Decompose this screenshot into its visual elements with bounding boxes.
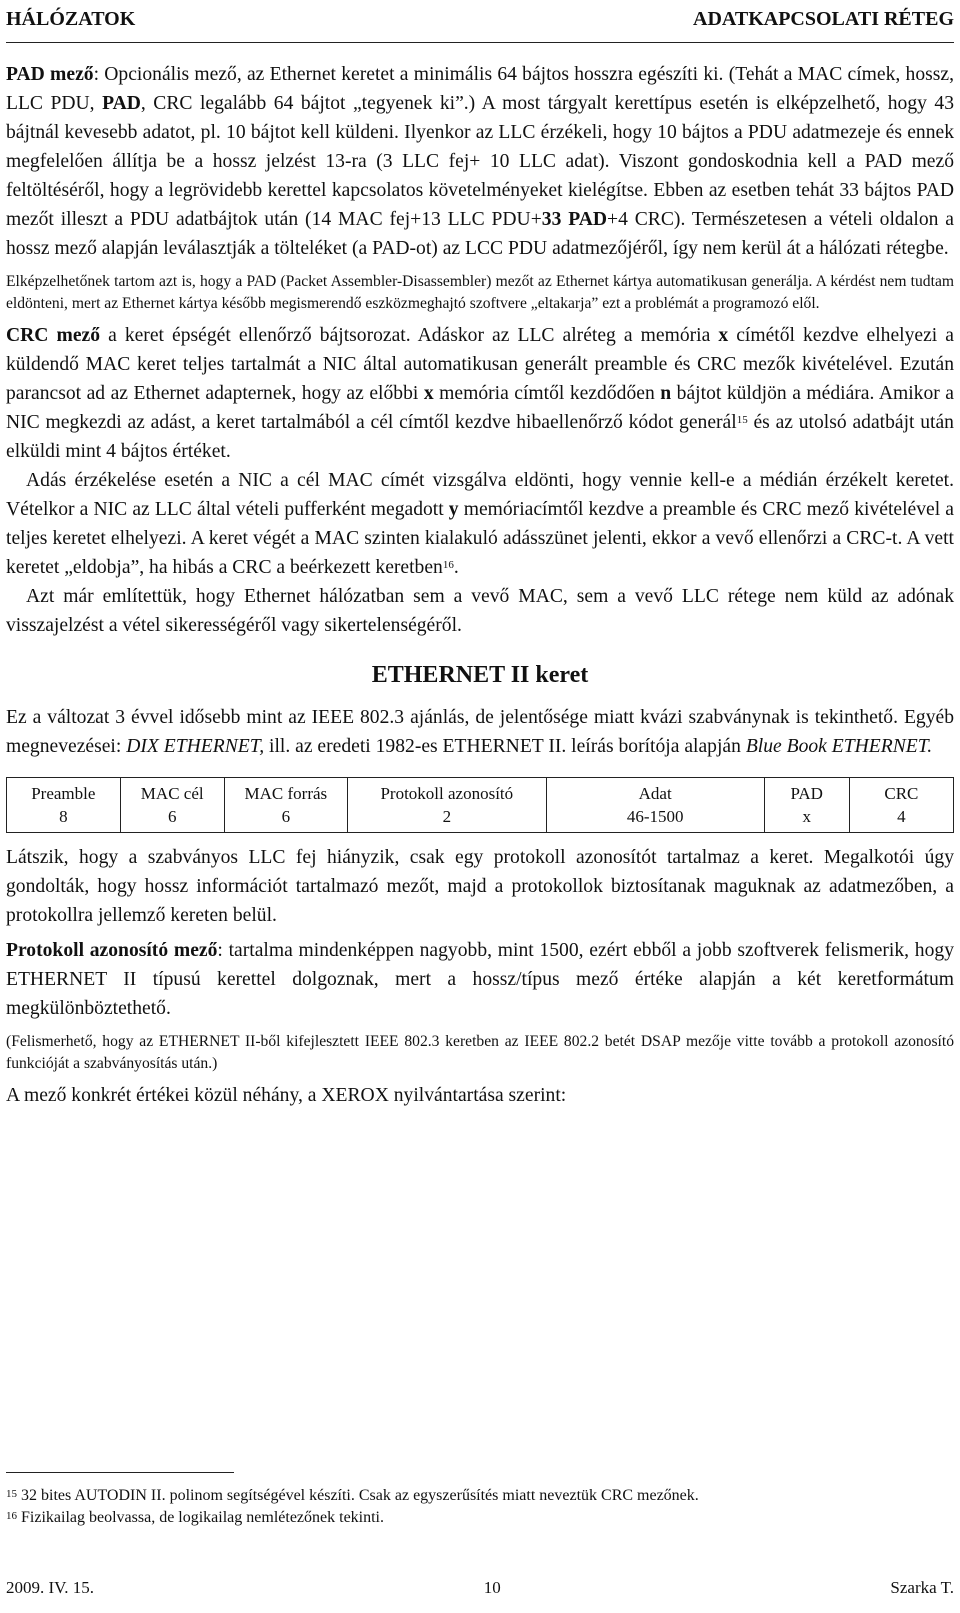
protocol-paragraph: Protokoll azonosító mező: tartalma mindenképpen nagyobb, mint 1500, ezért ebből a jobb szoftverek felismerik, hogy ETHERNET II típusú kerettel dolgoznak, mert a hossz/típus mező értéke alapján a két keretformátum megkülönböztethető.: [6, 940, 954, 1019]
header-rule: [6, 42, 954, 43]
running-header: [6, 8, 954, 36]
table-cell: Preamble 8: [7, 778, 121, 833]
pad-term: PAD mező: [6, 64, 94, 85]
footnote: $^{15}$ 32 bites AUTODIN II. polinom segítségével készíti. Csak az egyszerűsítés miatt neveztük CRC mezőnek.: [6, 1487, 699, 1504]
xerox-paragraph: A mező konkrét értékei közül néhány, a XEROX nyilvántartása szerint:: [6, 1085, 567, 1106]
footnote-ref-15: 15: [736, 414, 748, 426]
after-table-paragraph: Látszik, hogy a szabványos LLC fej hiányzik, csak egy protokoll azonosítót tartalmaz a keret. Megalkotói úgy gondolták, hogy hossz információt tartalmazó mezőt, majd a protokollok biztosítanak maguknak az adatmezőben, a protokollra jellemző kereten belül.: [6, 847, 954, 926]
footnotes: [6, 1472, 954, 1529]
parenthetical-note: (Felismerhető, hogy az ETHERNET II-ből kifejlesztett IEEE 802.3 keretben az IEEE 802.2 betét DSAP mezője vitte tovább a protokoll azonosító funkcióját a szabványosítás után.): [6, 1033, 954, 1072]
table-row: [7, 778, 954, 833]
header-left: HÁLÓZATOK: [6, 8, 136, 30]
section-title: ETHERNET II keret: [371, 662, 589, 688]
frame-format-table: [6, 777, 954, 833]
crc-paragraph: CRC mező a keret épségét ellenőrző bájtsorozat. Adáskor az LLC alréteg a memória x címétől kezdve elhelyezi a küldendő MAC keret teljes tartalmát a NIC által automatikusan generált preamble és CRC mezők kivételével. Ezután parancsot ad az Ethernet adapternek, hogy az előbbi x memória címtől kezdődően n bájtot küldjön a médiára. Amikor a NIC megkezdi az adást, a keret tartalmából a cél címtől kezdve hibaellenőrző kódot generál$^{15}$ és az utolsó adatbájt után elküldi mint 4 bájtos értéket.: [6, 325, 954, 462]
crc-term: CRC mező: [6, 325, 101, 346]
receive-paragraph: Adás érzékelése esetén a NIC a cél MAC címét vizsgálva eldönti, hogy vennie kell-e a médián érzékelt keretet. Vételkor a NIC az LLC által vételi pufferként megadott y memóriacímtől kezdve a preamble és CRC mező kivételével a teljes keretet elhelyezi. A keret végét a MAC szinten kialakuló adásszünet jelenti, ekkor a vevő ellenőrzi a CRC-t. A vett keretet „eldobja”, ha hibás a CRC a beérkezett keretben$^{16}$.: [6, 470, 954, 578]
page-number: 10: [483, 1578, 501, 1597]
footnote: $^{16}$ Fizikailag beolvassa, de logikailag nemlétezőnek tekinti.: [6, 1509, 384, 1526]
table-cell: CRC 4: [849, 778, 953, 833]
protocol-term: Protokoll azonosító mező: [6, 940, 218, 961]
table-cell: MAC cél 6: [120, 778, 224, 833]
footer-author: Szarka T.: [890, 1578, 954, 1597]
table-cell: Protokoll azonosító 2: [347, 778, 546, 833]
footer-date: 2009. IV. 15.: [6, 1578, 94, 1597]
table-cell: MAC forrás 6: [224, 778, 347, 833]
header-right: ADATKAPCSOLATI RÉTEG: [693, 8, 954, 30]
ack-paragraph: Azt már említettük, hogy Ethernet hálózatban sem a vevő MAC, sem a vevő LLC rétege nem küld az adónak visszajelzést a vétel sikerességéről vagy sikertelenségéről.: [6, 586, 954, 636]
page-body: [6, 60, 954, 1110]
running-footer: [6, 1578, 954, 1598]
intro-paragraph: Ez a változat 3 évvel idősebb mint az IEEE 802.3 ajánlás, de jelentősége miatt kvázi szabványnak is tekinthető. Egyéb megnevezései: DIX ETHERNET, ill. az eredeti 1982-es ETHERNET II. leírás borítója alapján Blue Book ETHERNET.: [6, 707, 954, 757]
footnote-ref-16: 16: [442, 559, 454, 571]
table-cell: Adat 46-1500: [546, 778, 764, 833]
pad-paragraph: PAD mező: Opcionális mező, az Ethernet keretet a minimális 64 bájtos hosszra egészíti ki. (Tehát a MAC címek, hossz, LLC PDU, PAD, CRC legalább 64 bájtot „tegyenek ki”.) A most tárgyalt kerettípus esetén is elképzelhető, hogy 43 bájtnál kevesebb adatot, pl. 10 bájtot kell küldeni. Ilyenkor az LLC érzékeli, hogy 10 bájtos a PDU adatmezeje és ennek megfelelően állítja be a hossz jelzést 13-ra (3 LLC fej+ 10 LLC adat). Viszont gondoskodnia kell a PAD mező feltöltéséről, hogy a legrövidebb kerettel kapcsolatos követelményeket kielégítse. Ebben az esetben tehát 33 bájtos PAD mezőt illeszt a PDU adatbájtok után (14 MAC fej+13 LLC PDU+33 PAD+4 CRC). Természetesen a vételi oldalon a hossz mező alapján leválasztják a tölteléket (a PAD-ot) az LCC PDU adatmezőjéről, így nem kerül át a hálózati rétegbe.: [6, 64, 955, 259]
pad-note: Elképzelhetőnek tartom azt is, hogy a PAD (Packet Assembler-Disassembler) mezőt az Ethernet kártya automatikusan generálja. A kérdést nem tudtam eldönteni, mert az Ethernet kártya később megismerendő eszközmeghajtó szoftvere „eltakarja” ezt a problémát a programozó elől.: [6, 273, 954, 312]
table-cell: PAD x: [764, 778, 849, 833]
footnote-rule: [6, 1472, 234, 1473]
